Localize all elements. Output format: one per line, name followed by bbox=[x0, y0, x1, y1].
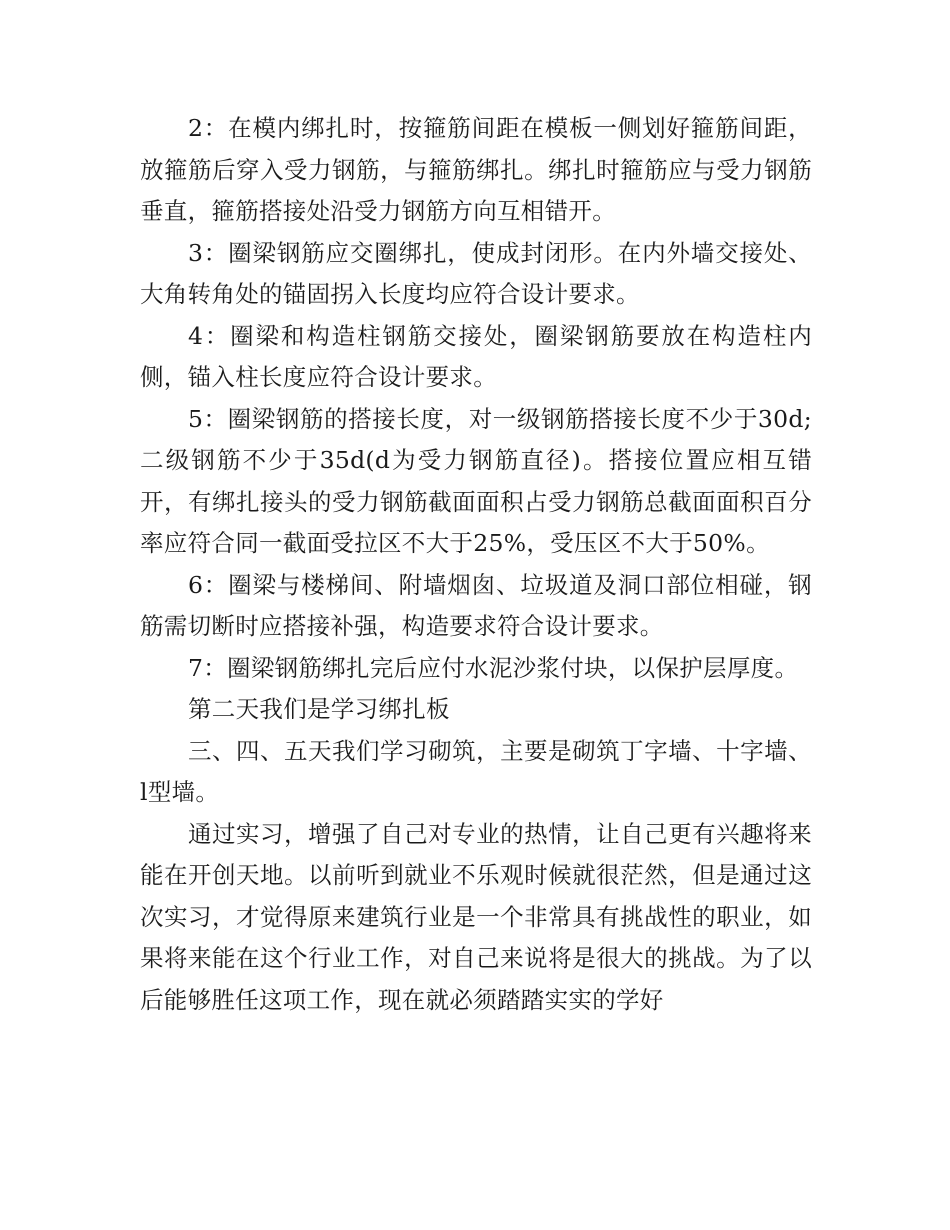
paragraph-step-4: 4：圈梁和构造柱钢筋交接处，圈梁钢筋要放在构造柱内侧，锚入柱长度应符合设计要求。 bbox=[140, 321, 812, 391]
paragraph-days-three-to-five: 三、四、五天我们学习砌筑，主要是砌筑丁字墙、十字墙、l型墙。 bbox=[140, 736, 812, 806]
paragraph-reflection: 通过实习，增强了自己对专业的热情，让自己更有兴趣将来能在开创天地。以前听到就业不乐观时候就很茫然，但是通过这次实习，才觉得原来建筑行业是一个非常具有挑战性的职业，如果将来能在这个行业工作，对自己来说将是很大的挑战。为了以后能够胜任这项工作，现在就必须踏踏实实的学好 bbox=[140, 819, 812, 1014]
paragraph-step-5: 5：圈梁钢筋的搭接长度，对一级钢筋搭接长度不少于30d;二级钢筋不少于35d(d为受力钢筋直径)。搭接位置应相互错开，有绑扎接头的受力钢筋截面面积占受力钢筋总截面面积百分率应符合同一截面受拉区不大于25%，受压区不大于50%。 bbox=[140, 404, 812, 557]
document-body bbox=[140, 108, 812, 1021]
paragraph-step-2: 2：在模内绑扎时，按箍筋间距在模板一侧划好箍筋间距，放箍筋后穿入受力钢筋，与箍筋绑扎。绑扎时箍筋应与受力钢筋垂直，箍筋搭接处沿受力钢筋方向互相错开。 bbox=[140, 114, 812, 225]
paragraph-step-6: 6：圈梁与楼梯间、附墙烟囱、垃圾道及洞口部位相碰，钢筋需切断时应搭接补强，构造要求符合设计要求。 bbox=[140, 570, 812, 640]
paragraph-step-7: 7：圈梁钢筋绑扎完后应付水泥沙浆付块，以保护层厚度。 bbox=[188, 653, 799, 682]
paragraph-step-3: 3：圈梁钢筋应交圈绑扎，使成封闭形。在内外墙交接处、大角转角处的锚固拐入长度均应符合设计要求。 bbox=[140, 238, 812, 308]
paragraph-day-two: 第二天我们是学习绑扎板 bbox=[188, 695, 450, 723]
